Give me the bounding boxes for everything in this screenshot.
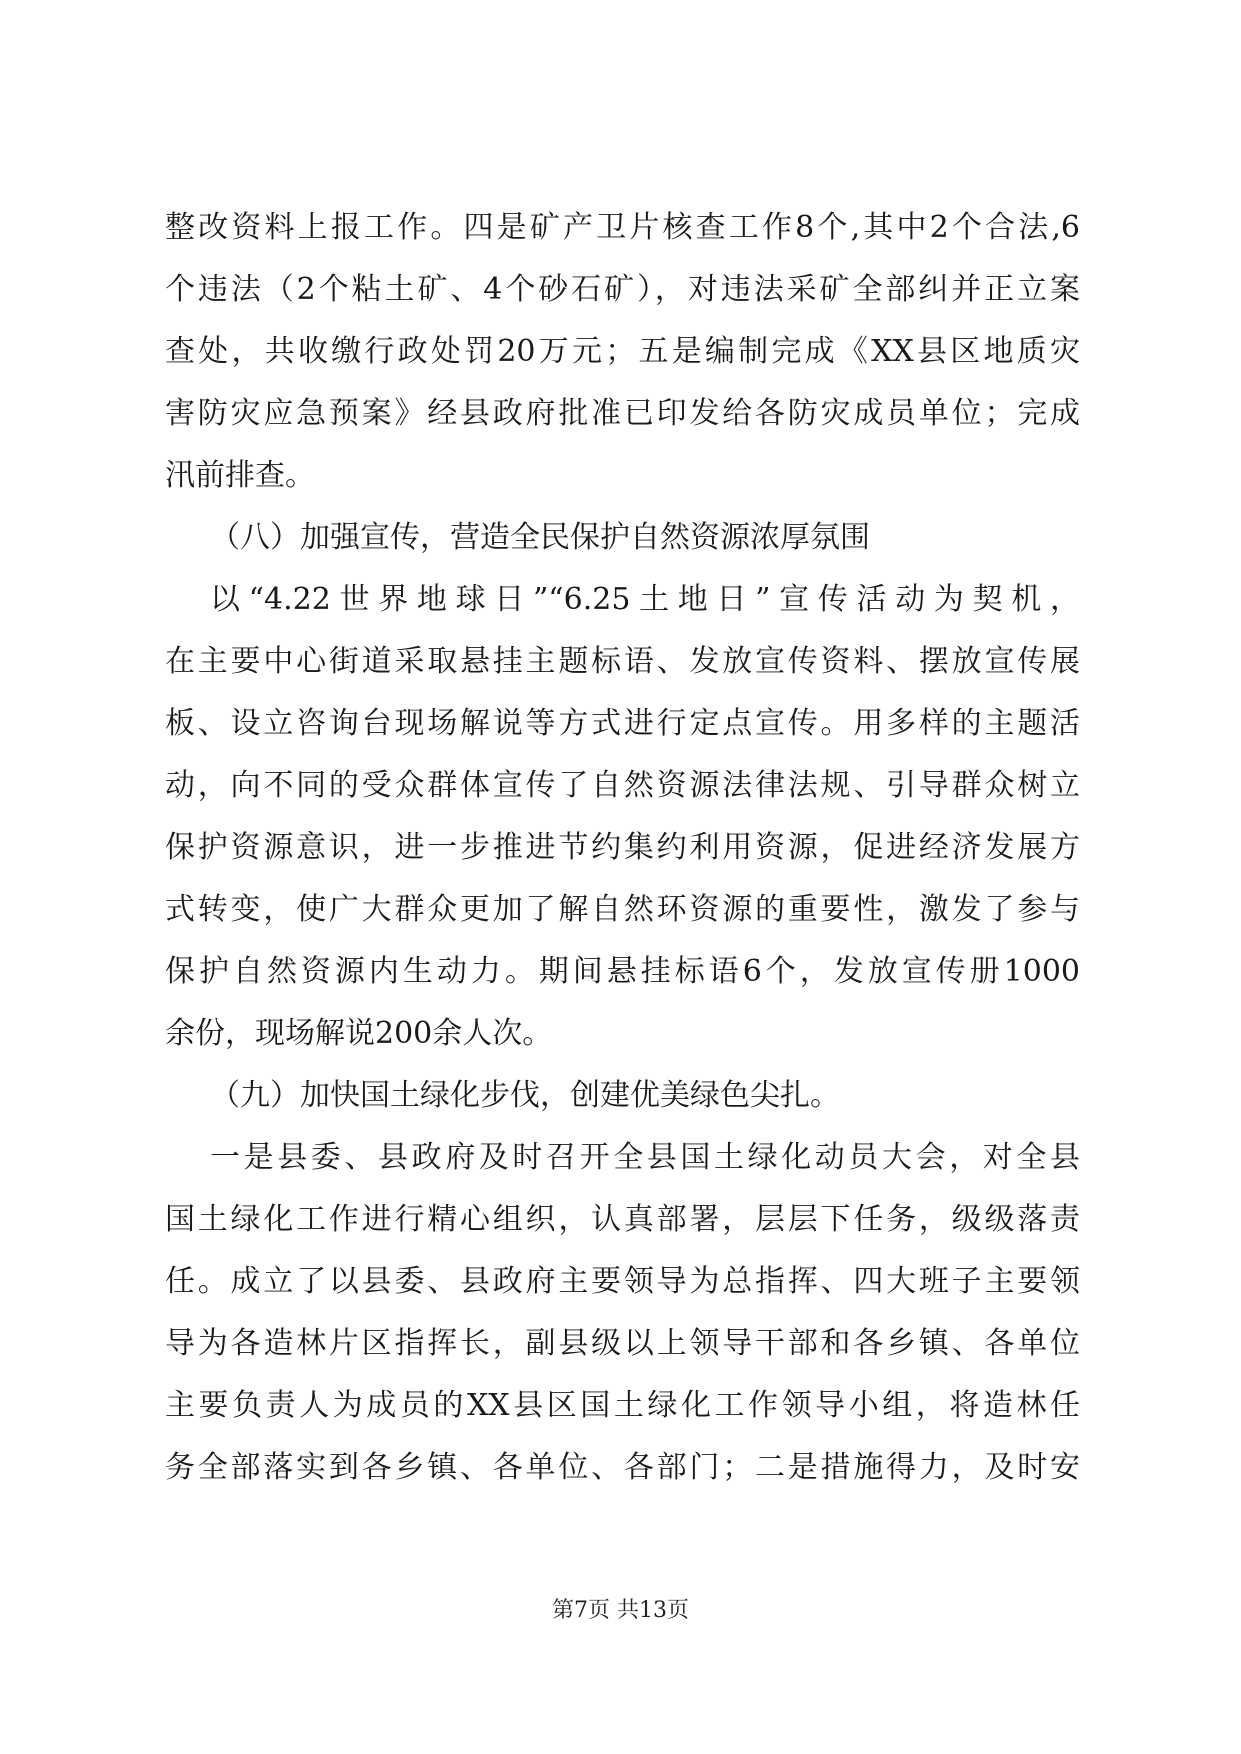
section-heading: （九）加快国土绿化步伐，创建优美绿色尖扎。 <box>210 1078 840 1113</box>
paragraph-line: 保护资源意识，进一步推进节约集约利用资源，促进经济发展方 <box>165 830 1080 865</box>
paragraph-line: 在主要中心街道采取悬挂主题标语、发放宣传资料、摆放宣传展 <box>165 644 1080 679</box>
paragraph-line: 余份，现场解说200余人次。 <box>165 1016 553 1051</box>
page-number-footer: 第7页 共13页 <box>552 1598 689 1623</box>
paragraph-line: 一是县委、县政府及时召开全县国土绿化动员大会，对全县 <box>210 1140 1080 1175</box>
paragraph-line: 汛前排查。 <box>165 458 315 493</box>
paragraph-line: 动，向不同的受众群体宣传了自然资源法律法规、引导群众树立 <box>165 768 1080 803</box>
paragraph-line: 式转变，使广大群众更加了解自然环资源的重要性，激发了参与 <box>165 892 1080 927</box>
paragraph-line: 查处，共收缴行政处罚20万元；五是编制完成《XX县区地质灾 <box>165 334 1080 369</box>
paragraph-line: 个违法（2个粘土矿、4个砂石矿），对违法采矿全部纠并正立案 <box>165 272 1080 307</box>
paragraph-line: 主要负责人为成员的XX县区国土绿化工作领导小组，将造林任 <box>165 1388 1080 1423</box>
paragraph-line: 害防灾应急预案》经县政府批准已印发给各防灾成员单位；完成 <box>165 396 1080 431</box>
paragraph-line: 导为各造林片区指挥长，副县级以上领导干部和各乡镇、各单位 <box>165 1326 1080 1361</box>
paragraph-line: 国土绿化工作进行精心组织，认真部署，层层下任务，级级落责 <box>165 1202 1080 1237</box>
paragraph-line: 板、设立咨询台现场解说等方式进行定点宣传。用多样的主题活 <box>165 706 1080 741</box>
paragraph-line: 务全部落实到各乡镇、各单位、各部门；二是措施得力，及时安 <box>165 1450 1080 1485</box>
paragraph-line: 保护自然资源内生动力。期间悬挂标语6个，发放宣传册1000 <box>165 954 1080 989</box>
paragraph-line: 任。成立了以县委、县政府主要领导为总指挥、四大班子主要领 <box>165 1264 1080 1299</box>
section-heading: （八）加强宣传，营造全民保护自然资源浓厚氛围 <box>210 520 870 555</box>
paragraph-line: 以“4.22世界地球日”“6.25土地日”宣传活动为契机， <box>210 582 1080 617</box>
paragraph-line: 整改资料上报工作。四是矿产卫片核查工作8个,其中2个合法,6 <box>165 210 1080 245</box>
